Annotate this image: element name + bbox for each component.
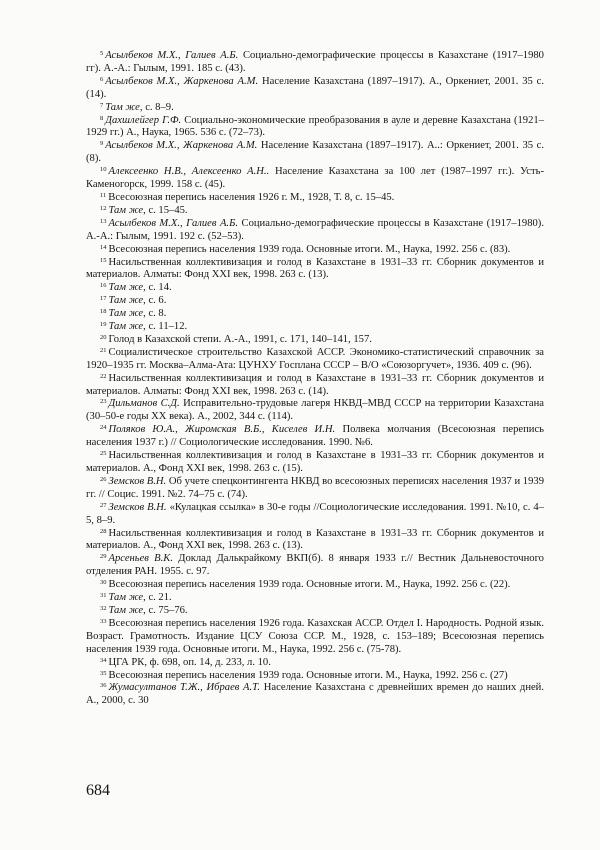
footnote-number: 17	[100, 295, 107, 303]
footnote-number: 18	[100, 308, 107, 316]
footnote-author: Асылбеков М.Х., Жаркенова А.М.	[105, 140, 258, 152]
footnote	[86, 76, 544, 102]
footnote-text: , с. 21.	[143, 592, 172, 604]
footnote-text: Социально-демографические процессы в Казахстане (1917–1980). А.-А.: Гылым, 1991. 192 с. (52–53).	[86, 217, 544, 242]
footnote-text: Население Казахстана с древнейших времен до наших дней. А., 2000, с. 30	[86, 682, 545, 707]
footnote	[86, 605, 544, 618]
footnote-number: 19	[100, 321, 107, 329]
footnote	[86, 308, 544, 321]
footnote-text: , с. 6.	[143, 295, 167, 307]
footnote-text: Голод в Казахской степи. А.-А., 1991, с. 171, 140–141, 157.	[108, 333, 372, 345]
footnote-author: Дахшлейгер Г.Ф.	[105, 114, 182, 126]
footnote-text: Исправительно-трудовые лагеря НКВД–МВД СССР на территории Казахстана (30–50-е годы XX века). А., 2002, 344 с. (114).	[86, 398, 545, 423]
footnote-text: Население Казахстана за 100 лет (1987–1997 гг.). Усть-Каменогорск, 1999. 158 с. (45).	[86, 166, 544, 191]
footnote	[86, 592, 544, 605]
footnote-text: Насильственная коллективизация и голод в Казахстане в 1931–33 гг. Сборник документов и материалов. Алматы: Фонд XXI век, 1998. 263 с. (13).	[86, 256, 544, 281]
footnote-text: Насильственная коллективизация и голод в Казахстане в 1931–33 гг. Сборник документов и материалов. Алматы: Фонд XXI век, 1998. 263 с. (14).	[86, 372, 544, 397]
footnote	[86, 166, 544, 192]
footnote-text: Всесоюзная перепись населения 1926 года. Казахская АССР. Отдел I. Народность. Родной язык. Возраст. Грамотность. Издание ЦСУ Союза ССР. М., 1928, с. 153–189; Всесоюзная перепись населения 1939 года. Основные итоги. М., Наука, 1992. 256 с. (75-78).	[86, 617, 544, 655]
footnote	[86, 528, 544, 554]
footnote	[86, 347, 544, 373]
footnote-number: 30	[100, 579, 107, 587]
footnote-author: Асылбеков М.Х., Жаркенова А.М.	[105, 75, 259, 87]
footnote-number: 15	[100, 256, 107, 264]
footnote-number: 29	[100, 553, 107, 561]
footnote-number: 5	[100, 50, 104, 57]
footnote-number: 13	[100, 217, 107, 225]
footnote-number: 6	[100, 75, 104, 83]
footnote-text: Об учете спецконтингента НКВД во всесоюзных переписях населения 1937 и 1939 гг. // Социс. 1991. №2. 74–75 с. (74).	[86, 475, 544, 500]
footnote-text: , с. 8–9.	[139, 101, 174, 113]
footnote-number: 36	[100, 682, 107, 690]
footnote-text: Социально-демографические процессы в Казахстане (1917–1980 гг). А.-А.: Гылым, 1991. 185 с. (43).	[86, 50, 544, 74]
footnote-author: Земсков В.Н.	[108, 501, 167, 513]
footnote-number: 11	[100, 191, 107, 199]
footnote-text: Население Казахстана (1897–1917). А..: Оркениет, 2001. 35 с. (8).	[86, 140, 544, 165]
footnote-number: 16	[100, 282, 107, 290]
footnote-number: 12	[100, 204, 107, 212]
footnote-text: Население Казахстана (1897–1917). А., Оркениет, 2001. 35 с. (14).	[86, 75, 545, 100]
footnote-number: 8	[100, 114, 104, 122]
footnote-text: , с. 15–45.	[143, 204, 188, 216]
footnote	[86, 670, 544, 683]
footnote-author: Алексеенко Н.В., Алексеенко А.Н..	[108, 166, 270, 178]
footnote	[86, 373, 544, 399]
footnote-number: 10	[100, 166, 107, 174]
footnote-number: 32	[100, 604, 107, 612]
footnote-author: Жумасултанов Т.Ж., Ибраев А.Т.	[108, 682, 261, 694]
footnote-author: Земсков В.Н.	[108, 475, 167, 487]
footnote	[86, 334, 544, 347]
footnote-author: Там же	[108, 295, 144, 307]
footnote-text: Всесоюзная перепись населения 1939 года. Основные итоги. М., Наука, 1992. 256 с. (83).	[108, 243, 511, 255]
footnote-author: Там же	[105, 101, 140, 113]
footnote	[86, 424, 544, 450]
footnote	[86, 282, 544, 295]
footnote-number: 33	[100, 617, 107, 625]
footnote	[86, 502, 544, 528]
footnote	[86, 682, 544, 708]
footnote-author: Арсеньев В.К.	[108, 553, 173, 565]
footnote-number: 25	[100, 450, 107, 458]
footnote	[86, 218, 544, 244]
footnote	[86, 205, 544, 218]
footnote-text: Насильственная коллективизация и голод в Казахстане в 1931–33 гг. Сборник документов и материалов. А., Фонд XXI век, 1998. 263 с. (13).	[86, 527, 544, 552]
footnote	[86, 257, 544, 283]
footnote	[86, 50, 544, 76]
footnote-text: , с. 14.	[143, 282, 172, 294]
footnote	[86, 321, 544, 334]
footnote-text: «Кулацкая ссылка» в 30-е годы //Социологические исследования. 1991. №10, с. 4–5, 8–9.	[86, 501, 544, 526]
footnote	[86, 398, 544, 424]
footnote-author: Там же	[108, 282, 144, 294]
footnote-number: 23	[100, 398, 107, 406]
footnote-text: ЦГА РК, ф. 698, оп. 14, д. 233, л. 10.	[108, 656, 271, 668]
footnote-number: 31	[100, 592, 107, 600]
footnotes-list	[86, 50, 544, 708]
footnote-number: 27	[100, 501, 107, 509]
footnote-number: 21	[100, 346, 107, 354]
footnote-number: 28	[100, 527, 107, 535]
footnote	[86, 102, 544, 115]
footnote-number: 20	[100, 333, 107, 341]
footnote-author: Поляков Ю.А., Жиромская В.Б., Киселев И.Н.	[108, 424, 336, 436]
footnote-number: 34	[100, 656, 107, 664]
footnote	[86, 553, 544, 579]
footnote-text: , с. 75–76.	[143, 604, 188, 616]
footnote-author: Асылбеков М.Х., Галиев А.Б.	[105, 50, 239, 61]
footnote-number: 14	[100, 243, 107, 251]
footnote-text: Доклад Далькрайкому ВКП(б). 8 января 1933 г.// Вестник Дальневосточного отделения РАН. 1955. с. 97.	[86, 553, 544, 578]
footnote-text: Полвека молчания (Всесоюзная перепись населения 1937 г.) // Социологические исследования. 1990. №6.	[86, 424, 544, 449]
footnote	[86, 295, 544, 308]
footnote-number: 22	[100, 372, 107, 380]
footnote-text: Всесоюзная перепись населения 1939 года. Основные итоги. М., Наука, 1992. 256 с. (22).	[108, 579, 511, 591]
footnote-number: 26	[100, 475, 107, 483]
footnote-text: Всесоюзная перепись населения 1926 г. М., 1928, Т. 8, с. 15–45.	[108, 191, 395, 203]
footnote-author: Там же	[108, 321, 144, 333]
footnote-author: Асылбеков М.Х., Галиев А.Б.	[108, 217, 238, 229]
footnote	[86, 618, 544, 657]
footnote-number: 24	[100, 424, 107, 432]
footnote	[86, 579, 544, 592]
footnote-number: 35	[100, 669, 107, 677]
footnote-number: 9	[100, 140, 104, 148]
footnote	[86, 140, 544, 166]
footnote-text: Социалистическое строительство Казахской АССР. Экономико-статистический справочник за 1920–1935 гг. Москва–Алма-Ата: ЦУНХУ Госплана СССР – В/О «Союзоргучет», 1936. 409 с. (96).	[86, 346, 544, 371]
footnote-text: , с. 8.	[143, 308, 167, 320]
footnote-text: Насильственная коллективизация и голод в Казахстане в 1931–33 гг. Сборник документов и материалов. А., Фонд XXI век, 1998. 263 с. (15).	[86, 450, 544, 474]
footnote-author: Дильманов С.Д.	[108, 398, 180, 410]
footnote	[86, 115, 544, 141]
footnote-author: Там же	[108, 592, 144, 604]
page-number: 684	[86, 782, 110, 799]
footnote	[86, 476, 544, 502]
footnote-text: Социально-экономические преобразования в ауле и деревне Казахстана (1921–1929 гг.) А., Наука, 1965. 536 с. (72–73).	[86, 114, 544, 139]
footnote	[86, 657, 544, 670]
footnote-text: , с. 11–12.	[143, 321, 188, 333]
footnote-number: 7	[100, 101, 104, 109]
footnote-author: Там же	[108, 308, 144, 320]
footnote-author: Там же	[108, 604, 144, 616]
footnote	[86, 450, 544, 476]
footnote-author: Там же	[108, 204, 144, 216]
footnote-text: Всесоюзная перепись населения 1939 года. Основные итоги. М., Наука, 1992. 256 с. (27)	[108, 669, 508, 681]
footnote	[86, 244, 544, 257]
footnote	[86, 192, 544, 205]
